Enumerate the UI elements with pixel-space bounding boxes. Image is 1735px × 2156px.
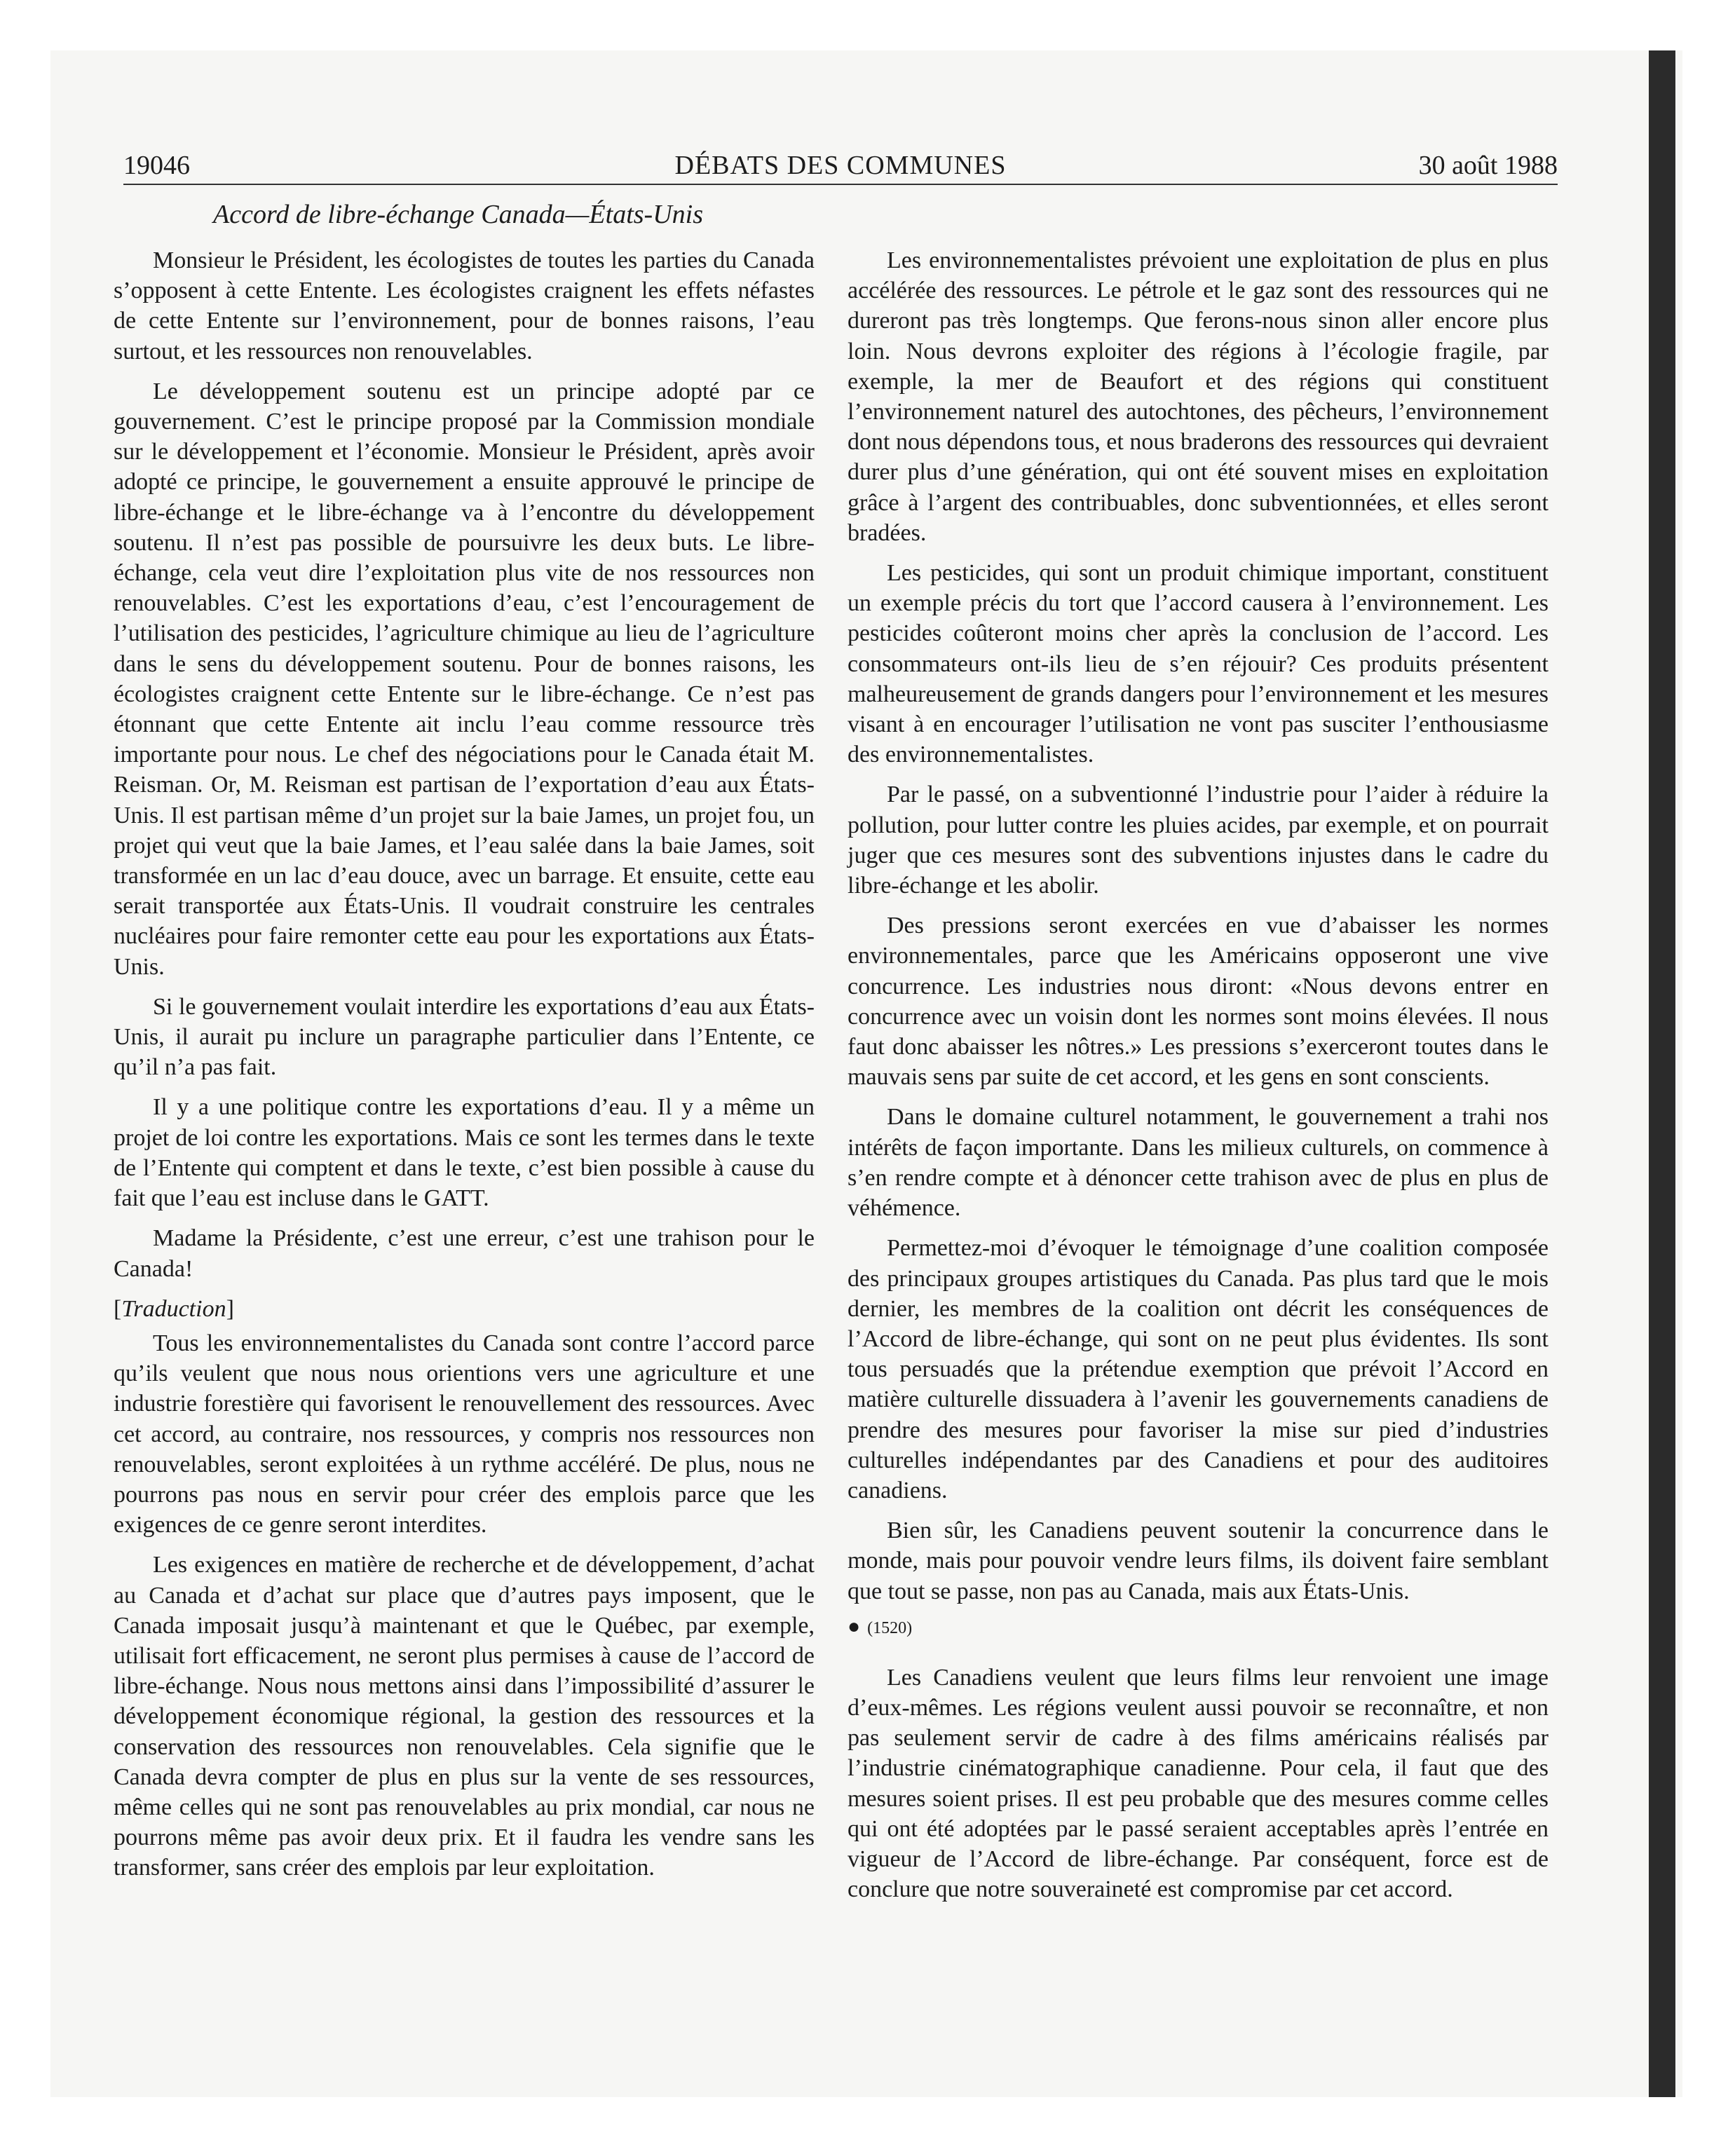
subject-heading: Accord de libre-échange Canada—États-Unis [213,200,703,229]
publication-title: DÉBATS DES COMMUNES [674,151,1007,180]
paragraph: Les Canadiens veulent que leurs films leur renvoient une image d’eux-mêmes. Les régions veulent aussi pouvoir se reconnaître, et non pas seulement servir de cadre à des films américains réalisés par l’industrie cinématographique canadienne. Pour cela, il faut que des mesures soient prises. Il est peu probable que des mesures comme celles qui ont été adoptées par le passé seraient acceptables après l’entrée en vigueur de l’Accord de libre-échange. Par conséquent, force est de conclure que notre souveraineté est compromise par cet accord. [848,1664,1549,1903]
paragraph: Les environnementalistes prévoient une exploitation de plus en plus accélérée des ressources. Le pétrole et le gaz sont des ressources qui ne dureront pas très longtemps. Que ferons-nous sinon aller encore plus loin. Nous devrons exploiter des régions à l’écologie fragile, par exemple, la mer de Beaufort et des régions qui constituent l’environnement naturel des autochtones, des pêcheurs, l’environnement dont nous dépendons tous, et nous braderons des ressources qui devraient durer plus d’une génération, qui ont été souvent mises en exploitation grâce à l’argent des contribuables, donc subventionnées, et elles seront bradées. [848,247,1549,546]
page-number: 19046 [123,151,190,180]
time-stamp: (1520) [867,1618,913,1637]
scan-edge-bar [1649,50,1675,2097]
paragraph: Si le gouvernement voulait interdire les exportations d’eau aux États-Unis, il aurait pu inclure un paragraphe particulier dans l’Entente, ce qu’il n’a pas fait. [114,993,815,1081]
marker-word: Traduction [121,1295,226,1322]
paragraph: Par le passé, on a subventionné l’industrie pour l’aider à réduire la pollution, pour lutter contre les pluies acides, par exemple, et on pourrait juger que ces mesures sont des subventions injustes dans le cadre du libre-échange et les abolir. [848,782,1549,899]
bullet-icon: ● [848,1614,861,1638]
paragraph: Bien sûr, les Canadiens peuvent soutenir la concurrence dans le monde, mais pour pouvoir vendre leurs films, ils doivent faire semblant que tout se passe, non pas au Canada, mais aux États-Unis. [848,1517,1549,1604]
left-column [114,245,815,1893]
marker-open: [ [114,1295,122,1322]
translation-marker [114,1294,815,1324]
running-head [123,147,1558,184]
time-marker [848,1616,1549,1639]
paragraph: Monsieur le Président, les écologistes de toutes les parties du Canada s’opposent à cette Entente. Les écologistes craignent les effets néfastes de cette Entente sur l’environnement, pour de bonnes raisons, l’eau surtout, et les ressources non renouvelables. [114,247,815,364]
paragraph: Les exigences en matière de recherche et de développement, d’achat au Canada et d’achat sur place que d’autres pays imposent, que le Canada imposait jusqu’à maintenant et que le Québec, par exemple, utilisait fort efficacement, ne seront plus permises à cause de l’accord de libre-échange. Nous nous mettons ainsi dans l’impossibilité d’assurer le développement économique régional, la gestion des ressources et la conservation des ressources non renouvelables. Cela signifie que le Canada devra compter de plus en plus sur la vente de ses ressources, même celles qui ne sont pas renouvelables au prix mondial, car nous ne pourrons même pas avoir deux prix. Et il faudra les vendre sans les transformer, sans créer des emplois par leur exploitation. [114,1552,815,1881]
paragraph: Dans le domaine culturel notamment, le gouvernement a trahi nos intérêts de façon importante. Dans les milieux culturels, on commence à s’en rendre compte et à dénoncer cette trahison avec de plus en plus de véhémence. [848,1104,1549,1222]
paragraph: Les pesticides, qui sont un produit chimique important, constituent un exemple précis du tort que l’accord causera à l’environnement. Les pesticides coûteront moins cher après la conclusion de l’accord. Les consommateurs ont-ils lieu de s’en réjouir? Ces produits présentent malheureusement de grands dangers pour l’environnement et les mesures visant à en encourager l’utilisation ne vont pas susciter l’enthousiasme des environnementalistes. [848,560,1549,768]
paragraph: Des pressions seront exercées en vue d’abaisser les normes environnementales, parce que les Américains opposeront une vive concurrence. Les industries nous diront: «Nous devons entrer en concurrence avec un voisin dont les normes sont moins élevées. Il nous faut donc abaisser les nôtres.» Les pressions s’exerceront toutes dans le mauvais sens par suite de cet accord, et les gens en sont conscients. [848,913,1549,1091]
sitting-date: 30 août 1988 [1418,151,1558,180]
paragraph: Madame la Présidente, c’est une erreur, c’est une trahison pour le Canada! [114,1225,815,1282]
paragraph: Il y a une politique contre les exportations d’eau. Il y a même un projet de loi contre les exportations. Mais ce sont les termes dans le texte de l’Entente qui comptent et dans le texte, c’est bien possible à cause du fait que l’eau est incluse dans le GATT. [114,1094,815,1212]
right-column [848,245,1549,1914]
marker-close: ] [226,1295,234,1322]
paragraph: Le développement soutenu est un principe adopté par ce gouvernement. C’est le principe proposé par la Commission mondiale sur le développement et l’économie. Monsieur le Président, après avoir adopté ce principe, le gouvernement a ensuite approuvé le principe de libre-échange et le libre-échange va à l’encontre du développement soutenu. Il n’est pas possible de poursuivre les deux buts. Le libre-échange, cela veut dire l’exploitation plus vite de nos ressources non renouvelables. C’est les exportations d’eau, c’est l’encouragement de l’utilisation des pesticides, l’agriculture chimique au lieu de l’agriculture dans le sens du développement soutenu. Pour de bonnes raisons, les écologistes craignent cette Entente sur le libre-échange. Ce n’est pas étonnant que cette Entente ait inclu l’eau comme ressource très importante pour nous. Le chef des négociations pour le Canada était M. Reisman. Or, M. Reisman est partisan de l’exportation d’eau aux États-Unis. Il est partisan même d’un projet sur la baie James, un projet fou, un projet qui veut que la baie James, et l’eau salée dans la baie James, soit transformée en un lac d’eau douce, avec un barrage. Et ensuite, cette eau serait transportée aux États-Unis. Il voudrait construire les centrales nucléaires pour faire remonter cette eau pour les exportations aux États-Unis. [114,378,815,980]
header-rule [123,184,1558,185]
paragraph: Permettez-moi d’évoquer le témoignage d’une coalition composée des principaux groupes artistiques du Canada. Pas plus tard que le mois dernier, les membres de la coalition ont décrit les conséquences de l’Accord de libre-échange, qui sont on ne peut plus évidentes. Ils sont tous persuadés que la prétendue exemption que prévoit l’Accord en matière culturelle dissuadera à l’avenir les gouvernements canadiens de prendre des mesures pour favoriser la mise sur pied d’industries culturelles indépendantes par des Canadiens et pour des auditoires canadiens. [848,1235,1549,1503]
paragraph: Tous les environnementalistes du Canada sont contre l’accord parce qu’ils veulent que nous nous orientions vers une agriculture et une industrie forestière qui favorisent le renouvellement des ressources. Avec cet accord, au contraire, nos ressources, y compris nos ressources non renouvelables, seront exploitées à un rythme accéléré. De plus, nous ne pourrons pas nous en servir pour créer des emplois parce que les exigences de ce genre seront interdites. [114,1330,815,1538]
